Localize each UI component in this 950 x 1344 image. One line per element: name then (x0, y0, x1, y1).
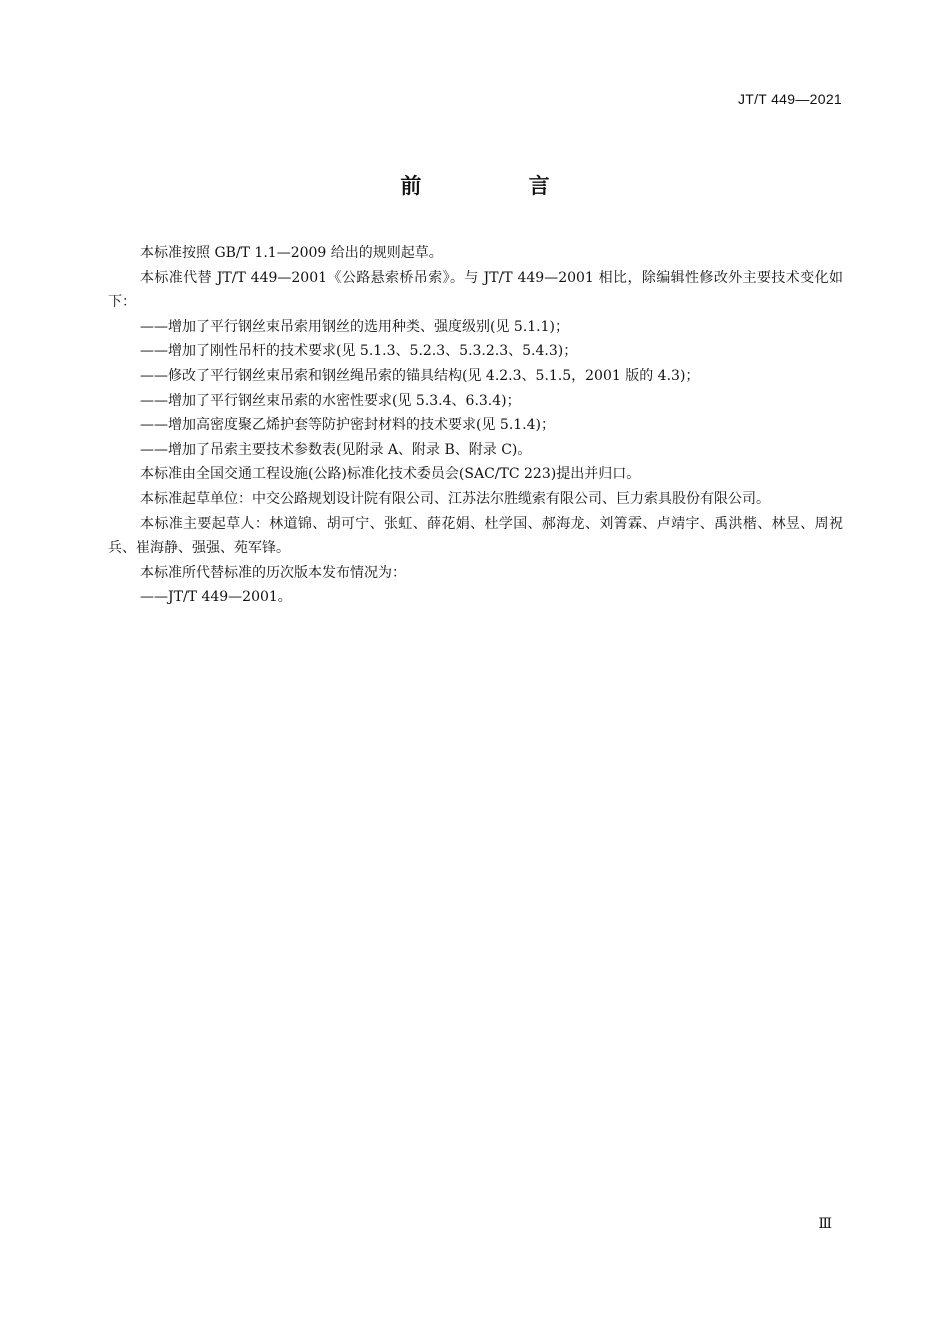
list-item-change: ——增加了平行钢丝束吊索的水密性要求(见 5.3.4、6.3.4)； (140, 392, 521, 409)
list-item-change: ——修改了平行钢丝束吊索和钢丝绳吊索的锚具结构(见 4.2.3、5.1.5，2001 版的 4.3)； (140, 367, 700, 384)
list-item-change: ——增加了平行钢丝束吊索用钢丝的选用种类、强度级别(见 5.1.1)； (140, 318, 569, 335)
paragraph-drafting-rules: 本标准按照 GB/T 1.1—2009 给出的规则起草。 (140, 245, 443, 261)
list-item-change: ——增加高密度聚乙烯护套等防护密封材料的技术要求(见 5.1.4)； (140, 417, 555, 434)
paragraph-replacement: 本标准代替 JT/T 449—2001《公路悬索桥吊索》。与 JT/T 449—2001 相比，除编辑性修改外主要技术变化如下： (108, 269, 843, 311)
paragraph-drafters: 本标准主要起草人：林道锦、胡可宁、张虹、薛花娟、杜学国、郝海龙、刘箐霖、卢靖宇、禹洪楷、林昱、周祝兵、崔海静、强强、苑军锋。 (108, 515, 843, 557)
paragraph-version-history: 本标准所代替标准的历次版本发布情况为： (140, 564, 406, 581)
list-item-previous-version: ——JT/T 449—2001。 (140, 589, 292, 606)
document-body (108, 241, 843, 610)
page-number: Ⅲ (818, 1216, 832, 1232)
page-title: 前 言 (400, 174, 600, 198)
list-item-change: ——增加了刚性吊杆的技术要求(见 5.1.3、5.2.3、5.3.2.3、5.4.3)； (140, 343, 578, 360)
list-item-change: ——增加了吊索主要技术参数表(见附录 A、附录 B、附录 C)。 (140, 441, 532, 458)
paragraph-proposer: 本标准由全国交通工程设施(公路)标准化技术委员会(SAC/TC 223)提出并归口。 (140, 466, 641, 483)
paragraph-drafting-units: 本标准起草单位：中交公路规划设计院有限公司、江苏法尔胜缆索有限公司、巨力索具股份有限公司。 (140, 490, 770, 507)
standard-code: JT/T 449—2021 (737, 91, 842, 107)
